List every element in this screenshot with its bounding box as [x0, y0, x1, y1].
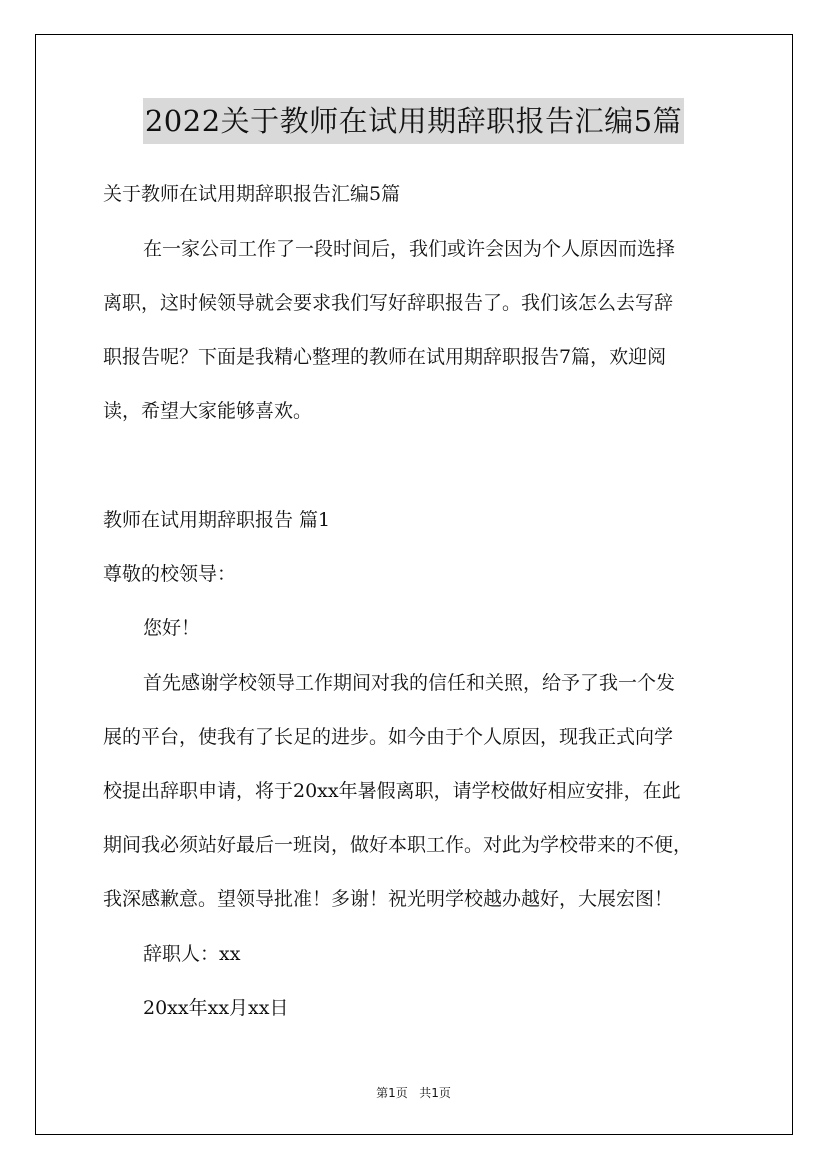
intro-line: 离职，这时候领导就会要求我们写好辞职报告了。我们该怎么去写辞	[103, 292, 674, 314]
document-subtitle: 关于教师在试用期辞职报告汇编5篇	[103, 183, 401, 205]
date: 20xx年xx月xx日	[143, 997, 289, 1019]
body-line: 期间我必须站好最后一班岗，做好本职工作。对此为学校带来的不便，	[103, 834, 693, 856]
body-line: 我深感歉意。望领导批准！多谢！祝光明学校越办越好，大展宏图！	[103, 888, 674, 910]
page-total: 共1页	[419, 1086, 451, 1100]
page-number: 第1页	[376, 1086, 408, 1100]
intro-line: 职报告呢？下面是我精心整理的教师在试用期辞职报告7篇，欢迎阅	[103, 346, 667, 368]
page-footer	[0, 1084, 827, 1101]
document-title: 2022关于教师在试用期辞职报告汇编5篇	[143, 98, 684, 144]
section-heading: 教师在试用期辞职报告 篇1	[103, 509, 331, 531]
signature: 辞职人：xx	[143, 943, 241, 965]
greeting: 您好！	[143, 617, 201, 639]
body-line: 首先感谢学校领导工作期间对我的信任和关照，给予了我一个发	[143, 672, 676, 694]
body-line: 校提出辞职申请，将于20xx年暑假离职，请学校做好相应安排，在此	[103, 780, 681, 802]
body-line: 展的平台，使我有了长足的进步。如今由于个人原因，现我正式向学	[103, 726, 674, 748]
salutation: 尊敬的校领导：	[103, 563, 237, 585]
document-title-wrap	[0, 98, 827, 144]
intro-line: 在一家公司工作了一段时间后，我们或许会因为个人原因而选择	[143, 238, 676, 260]
intro-line: 读，希望大家能够喜欢。	[103, 400, 313, 422]
